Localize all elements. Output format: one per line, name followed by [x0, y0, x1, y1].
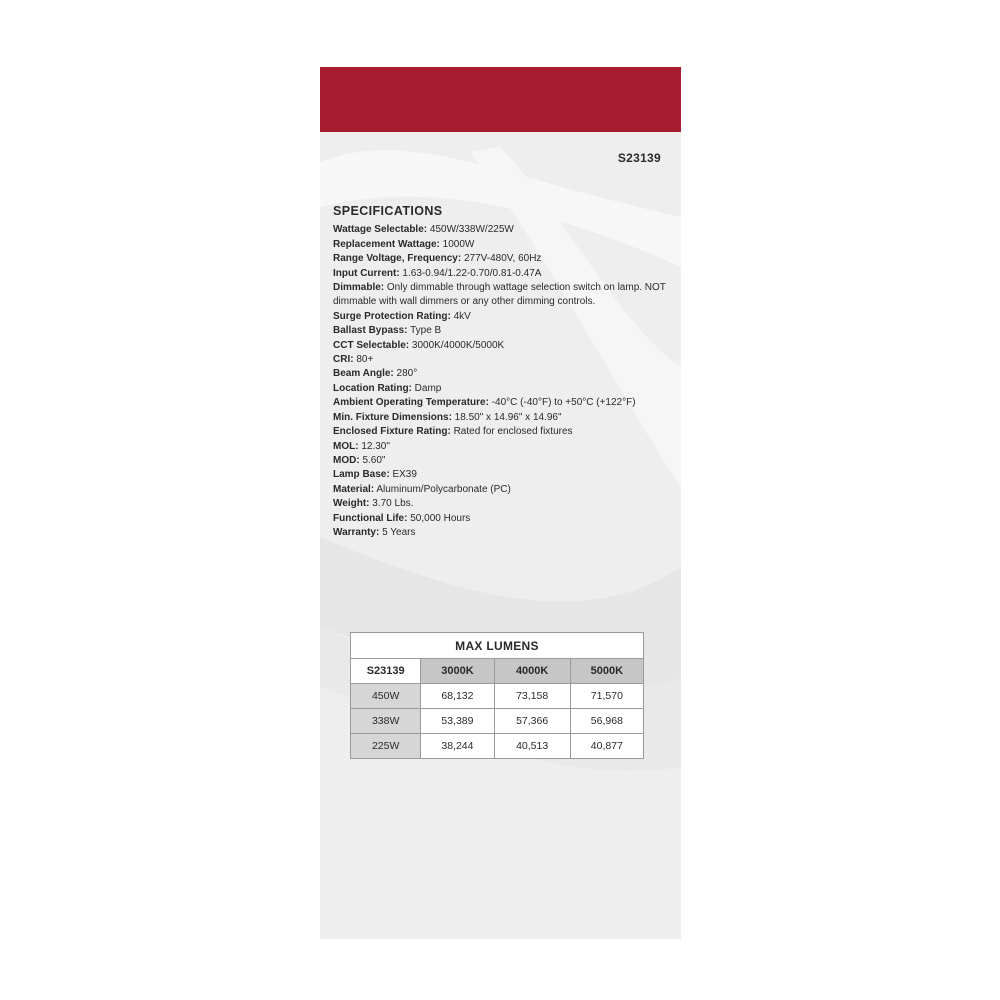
- spec-line: [333, 353, 668, 367]
- spec-value: 4kV: [450, 310, 471, 322]
- spec-line: [333, 339, 668, 353]
- spec-card: [320, 67, 681, 939]
- brand-header-band: [320, 67, 681, 132]
- spec-line: [333, 468, 668, 482]
- spec-label: Ambient Operating Temperature:: [333, 397, 489, 409]
- spec-value: Damp: [411, 382, 442, 394]
- spec-line: [333, 440, 668, 454]
- cct-header: 4000K: [494, 659, 570, 684]
- spec-value: 50,000 Hours: [407, 512, 471, 524]
- spec-line: [333, 367, 668, 381]
- spec-line: [333, 497, 668, 511]
- spec-line: [333, 238, 668, 252]
- product-code: S23139: [617, 151, 661, 165]
- spec-value: 1000W: [439, 238, 475, 250]
- spec-label: Material:: [333, 483, 375, 495]
- spec-line: [333, 425, 668, 439]
- spec-line: [333, 310, 668, 324]
- spec-label: MOD:: [333, 454, 360, 466]
- lumens-cell: 73,158: [494, 684, 570, 709]
- wattage-cell: 225W: [351, 734, 421, 759]
- spec-label: Replacement Wattage:: [333, 238, 440, 250]
- lumens-cell: 40,513: [494, 734, 570, 759]
- spec-line: [333, 324, 668, 338]
- specifications-block: [333, 204, 668, 540]
- max-lumens-title: MAX LUMENS: [351, 633, 644, 659]
- spec-label: Surge Protection Rating:: [333, 310, 451, 322]
- cct-header: 5000K: [570, 659, 643, 684]
- spec-value: 18.50" x 14.96" x 14.96": [451, 411, 562, 423]
- spec-line: [333, 382, 668, 396]
- spec-value: Type B: [407, 325, 442, 337]
- spec-label: Lamp Base:: [333, 469, 390, 481]
- lumens-cell: 40,877: [570, 734, 643, 759]
- spec-value: Aluminum/Polycarbonate (PC): [374, 483, 511, 495]
- spec-line: [333, 223, 668, 237]
- spec-line: [333, 454, 668, 468]
- spec-label: Ballast Bypass:: [333, 325, 408, 337]
- spec-value: 450W/338W/225W: [427, 224, 514, 236]
- spec-value: 3000K/4000K/5000K: [409, 339, 505, 351]
- cct-header: 3000K: [421, 659, 494, 684]
- model-header: S23139: [351, 659, 421, 684]
- spec-label: Warranty:: [333, 526, 380, 538]
- spec-value: 5 Years: [379, 526, 416, 538]
- lumens-cell: 56,968: [570, 709, 643, 734]
- spec-label: Enclosed Fixture Rating:: [333, 426, 451, 438]
- spec-value: 5.60": [359, 454, 386, 466]
- spec-value: 280°: [393, 368, 418, 380]
- spec-label: Min. Fixture Dimensions:: [333, 411, 452, 423]
- lumens-cell: 68,132: [421, 684, 494, 709]
- spec-line: [333, 396, 668, 410]
- max-lumens-table: [350, 632, 644, 759]
- spec-line: [333, 411, 668, 425]
- spec-list: [333, 223, 668, 540]
- table-row: [351, 734, 644, 759]
- spec-label: Beam Angle:: [333, 368, 394, 380]
- spec-label: Wattage Selectable:: [333, 224, 428, 236]
- spec-label: CRI:: [333, 354, 354, 366]
- spec-line: [333, 512, 668, 526]
- spec-value: Rated for enclosed fixtures: [450, 426, 573, 438]
- spec-label: MOL:: [333, 440, 359, 452]
- spec-line: [333, 483, 668, 497]
- spec-line: [333, 526, 668, 540]
- spec-label: Dimmable:: [333, 282, 385, 294]
- table-row: [351, 709, 644, 734]
- spec-line: [333, 252, 668, 266]
- spec-value: EX39: [389, 469, 417, 481]
- spec-label: Location Rating:: [333, 382, 412, 394]
- specifications-heading: SPECIFICATIONS: [333, 204, 443, 218]
- table-row: [351, 684, 644, 709]
- lumens-cell: 57,366: [494, 709, 570, 734]
- spec-value: -40°C (-40°F) to +50°C (+122°F): [488, 397, 636, 409]
- spec-line: [333, 267, 668, 281]
- spec-value: 277V-480V, 60Hz: [461, 253, 542, 265]
- spec-value: 12.30": [358, 440, 390, 452]
- spec-label: CCT Selectable:: [333, 339, 410, 351]
- spec-value: 3.70 Lbs.: [369, 498, 414, 510]
- spec-label: Functional Life:: [333, 512, 408, 524]
- spec-value: 80+: [353, 354, 374, 366]
- spec-label: Range Voltage, Frequency:: [333, 253, 462, 265]
- spec-label: Input Current:: [333, 267, 400, 279]
- spec-value: 1.63-0.94/1.22-0.70/0.81-0.47A: [399, 267, 542, 279]
- spec-value: Only dimmable through wattage selection switch on lamp. NOT dimmable with wall dimmers or any other dimming controls.: [333, 282, 666, 308]
- wattage-cell: 450W: [351, 684, 421, 709]
- lumens-cell: 53,389: [421, 709, 494, 734]
- lumens-cell: 71,570: [570, 684, 643, 709]
- spec-label: Weight:: [333, 498, 370, 510]
- wattage-cell: 338W: [351, 709, 421, 734]
- lumens-cell: 38,244: [421, 734, 494, 759]
- spec-line: [333, 281, 668, 310]
